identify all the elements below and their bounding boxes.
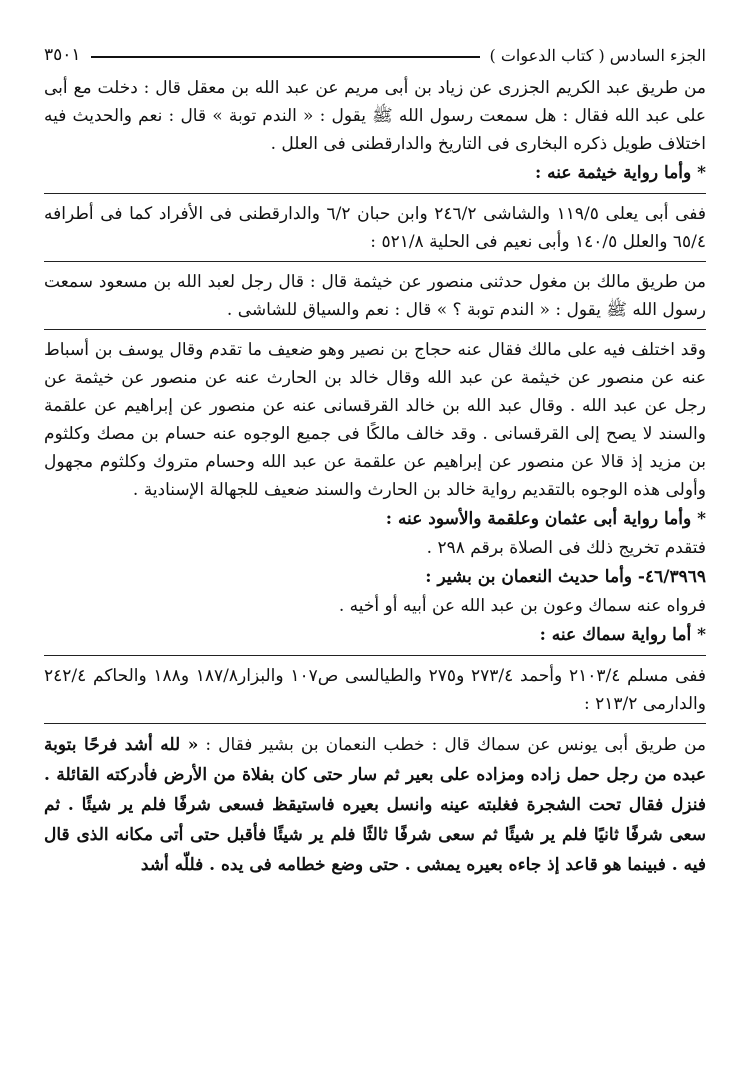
divider	[44, 193, 706, 194]
divider	[44, 329, 706, 330]
paragraph-6: فرواه عنه سماك وعون بن عبد الله عن أبيه أو أخيه .	[338, 596, 706, 616]
paragraph-1: من طريق عبد الكريم الجزرى عن زياد بن أبى مريم عن عبد الله بن معقل قال : دخلت مع أبى على عبد الله فقال : هل سمعت رسول الله ﷺ يقول : « الندم توبة » قال : نعم والحديث فيه اختلاف طويل ذكره البخارى فى التاريخ والدارقطنى فى العلل .	[44, 78, 706, 154]
paragraph-8	[44, 730, 706, 880]
divider	[44, 261, 706, 262]
heading-simak: * أما رواية سماك عنه :	[539, 625, 706, 645]
heading-numan: ٤٦/٣٩٦٩- وأما حديث النعمان بن بشير :	[425, 567, 706, 587]
divider	[44, 723, 706, 724]
header-title: الجزء السادس ( كتاب الدعوات )	[489, 45, 706, 65]
header-rule	[91, 56, 480, 58]
heading-khaythama: * وأما رواية خيثمة عنه :	[534, 163, 706, 183]
paragraph-4: وقد اختلف فيه على مالك فقال عنه حجاج بن نصير وهو ضعيف ما تقدم وقال يوسف بن أسباط عنه عن منصور عن خيثمة عن عبد الله وقال خالد بن الحارث عنه عن منصور عن خيثمة عن رجل عن عبد الله . وقال عبد الله بن خالد القرقسانى عنه عن منصور عن إبراهيم عن علقمة والسند لا يصح إلى القرقسانى . وقد خالف مالكًا فى جميع الوجوه عنه حسام بن مصك وكلثوم بن مزيد إذ قالا عن منصور عن إبراهيم عن علقمة عن عبد الله وحسام متروك وكلثوم مجهول وأولى هذه الوجوه بالتقديم رواية خالد بن الحارث والسند ضعيف للجهالة الإسنادية .	[44, 340, 706, 500]
page-number: ٣٥٠١	[44, 45, 81, 65]
running-header	[44, 40, 706, 70]
paragraph-2: ففى أبى يعلى ١١٩/٥ والشاشى ٢٤٦/٢ وابن حبان ٦/٢ والدارقطنى فى الأفراد كما فى أطرافه ٦٥/٤ والعلل ١٤٠/٥ وأبى نعيم فى الحلية ٥٢١/٨ :	[44, 204, 707, 252]
paragraph-8-intro: من طريق أبى يونس عن سماك قال : خطب النعمان بن بشير فقال :	[198, 735, 707, 755]
paragraph-3: من طريق مالك بن مغول حدثنى منصور عن خيثمة قال : قال رجل لعبد الله بن مسعود سمعت رسول الله ﷺ يقول : « الندم توبة ؟ » قال : نعم والسياق للشاشى .	[44, 272, 706, 320]
heading-abi-uthman: * وأما رواية أبى عثمان وعلقمة والأسود عنه :	[385, 509, 706, 529]
divider	[44, 655, 706, 656]
paragraph-5: فتقدم تخريج ذلك فى الصلاة برقم ٢٩٨ .	[426, 538, 706, 558]
paragraph-8-hadith: « لله أشد فرحًا بتوبة عبده من رجل حمل زاده ومزاده على بعير ثم سار حتى كان بفلاة من الأرض فأدركته القائلة . فنزل فقال تحت الشجرة فغلبته عينه وانسل بعيره فاستيقظ فسعى شرفًا فلم ير شيئًا . ثم سعى شرفًا ثانيًا فلم ير شيئًا ثم سعى شرفًا ثالثًا فلم ير شيئًا فأقبل حتى أتى مكانه الذى قال فيه . فبينما هو قاعد إذ جاءه بعيره يمشى . حتى وضع خطامه فى يده . فللّه أشد	[44, 735, 706, 875]
paragraph-7: ففى مسلم ٢١٠٣/٤ وأحمد ٢٧٣/٤ و٢٧٥ والطيالسى ص١٠٧ والبزار١٨٧/٨ و١٨٨ والحاكم ٢٤٢/٤ والدارمى ٢١٣/٢ :	[44, 666, 706, 714]
